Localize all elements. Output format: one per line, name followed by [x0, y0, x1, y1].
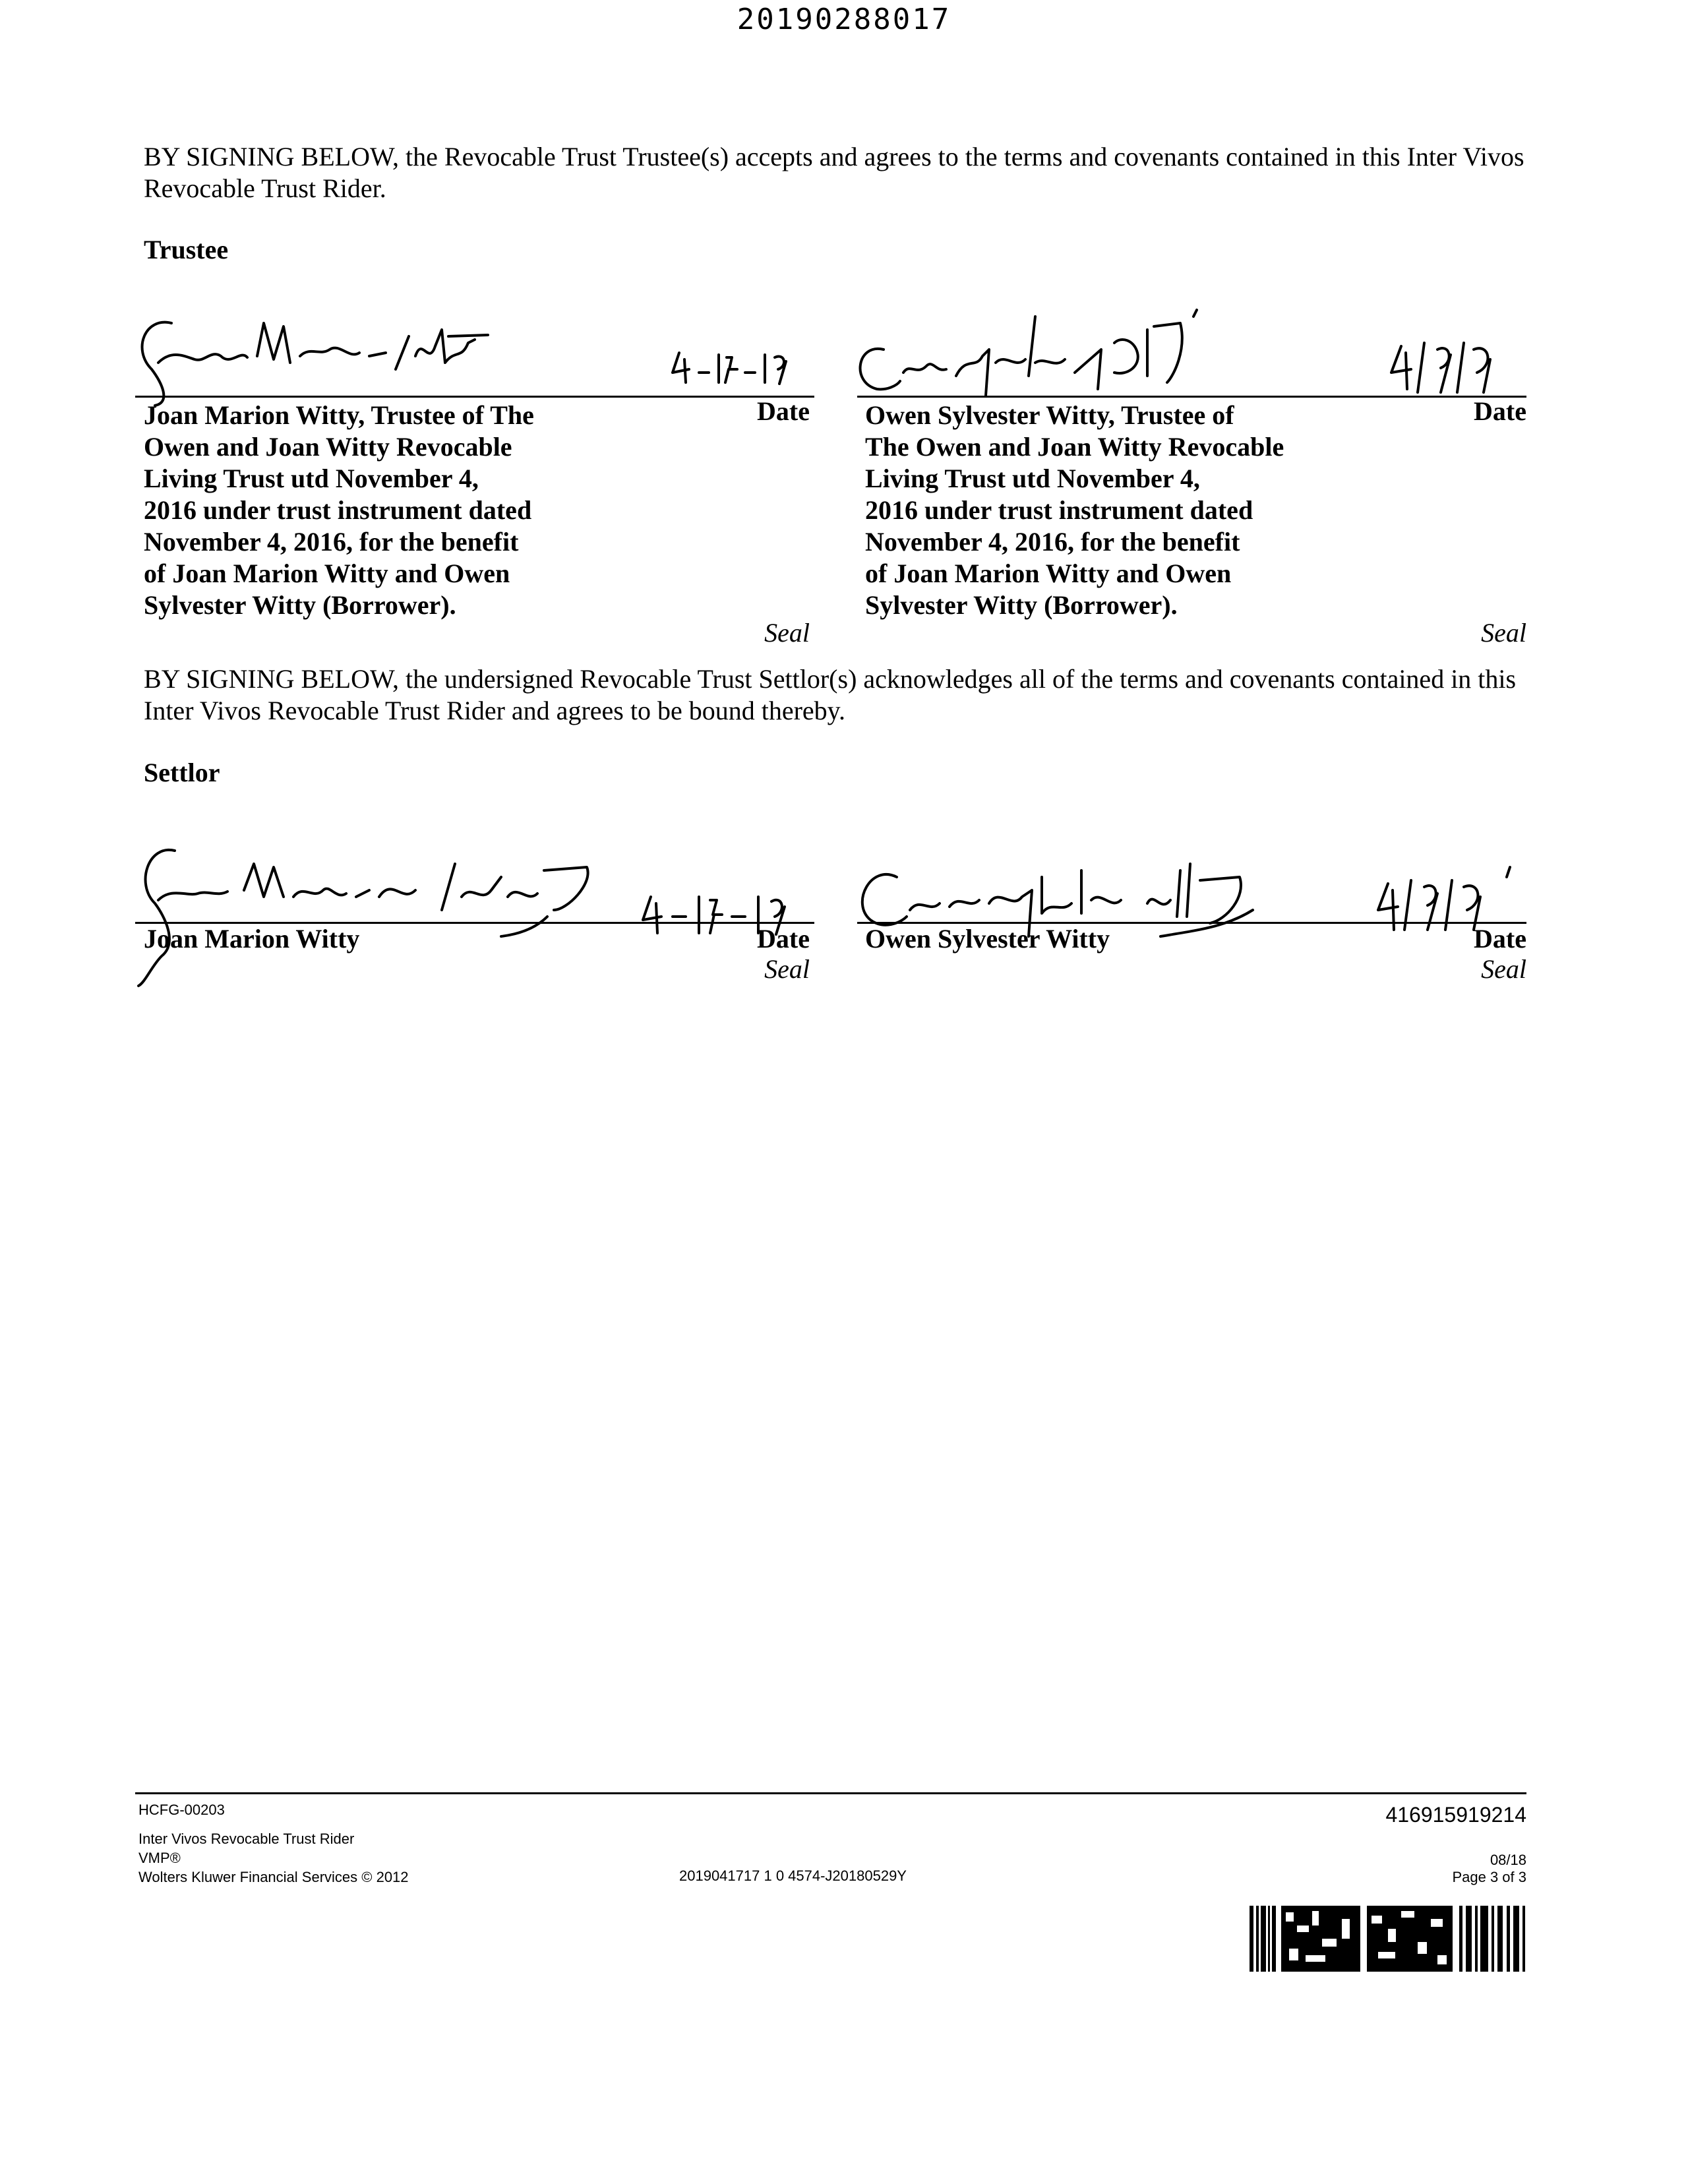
loan-number: 416915919214	[1385, 1803, 1526, 1827]
copyright: Wolters Kluwer Financial Services © 2012	[138, 1869, 409, 1885]
settlor-heading: Settlor	[144, 758, 220, 787]
trustee-heading: Trustee	[144, 235, 229, 264]
footer-form-info	[138, 1802, 534, 1888]
footer-page-info	[1358, 1852, 1526, 1886]
document-number: 20190288017	[737, 3, 951, 36]
settlor-1-name: Joan Marion Witty	[144, 924, 360, 954]
vmp-mark: VMP®	[138, 1850, 181, 1866]
settlor-1-date-label: Date	[757, 924, 810, 954]
settlor-1-signature	[132, 837, 633, 989]
trustee-1-name-block: Joan Marion Witty, Trustee of The Owen and Joan Witty Revocable Living Trust utd November 4, 2016 under trust instrument dated November 4, 2016, for the benefit of Joan Marion Witty and Owen Sylvester Witty (Borrower).	[144, 400, 534, 620]
trustee-1-signature	[132, 310, 528, 409]
settlor-2-name: Owen Sylvester Witty	[865, 924, 1110, 954]
footer-rule	[135, 1792, 1526, 1794]
tracking-number: 2019041717 1 0 4574-J20180529Y	[679, 1867, 907, 1884]
trustee-1-handwritten-date	[666, 343, 824, 389]
form-revision: 08/18	[1490, 1852, 1526, 1868]
settlor-intro-paragraph: BY SIGNING BELOW, the undersigned Revocable Trust Settlor(s) acknowledges all of the terms and covenants contained in this Inter Vivos Revocable Trust Rider and agrees to be bound thereby.	[144, 664, 1517, 725]
form-code: HCFG-00203	[138, 1802, 225, 1818]
barcode-image	[1250, 1906, 1526, 1972]
form-name: Inter Vivos Revocable Trust Rider	[138, 1831, 355, 1847]
page-number: Page 3 of 3	[1452, 1869, 1526, 1885]
trustee-2-name-block: Owen Sylvester Witty, Trustee of The Owen and Joan Witty Revocable Living Trust utd November 4, 2016 under trust instrument dated November 4, 2016, for the benefit of Joan Marion Witty and Owen Sylvester Witty (Borrower).	[865, 400, 1284, 620]
trustee-2-seal-label: Seal	[1481, 618, 1526, 648]
trustee-intro-paragraph: BY SIGNING BELOW, the Revocable Trust Trustee(s) accepts and agrees to the terms and covenants contained in this Inter Vivos Revocable Trust Rider.	[144, 142, 1524, 203]
settlor-1-seal-label: Seal	[764, 954, 810, 984]
settlor-2-seal-label: Seal	[1481, 954, 1526, 984]
settlor-2-date-label: Date	[1474, 924, 1526, 954]
trustee-1-seal-label: Seal	[764, 618, 810, 648]
trustee-1-date-label: Date	[757, 396, 810, 426]
trustee-2-date-label: Date	[1474, 396, 1526, 426]
trustee-2-handwritten-date	[1385, 336, 1530, 396]
